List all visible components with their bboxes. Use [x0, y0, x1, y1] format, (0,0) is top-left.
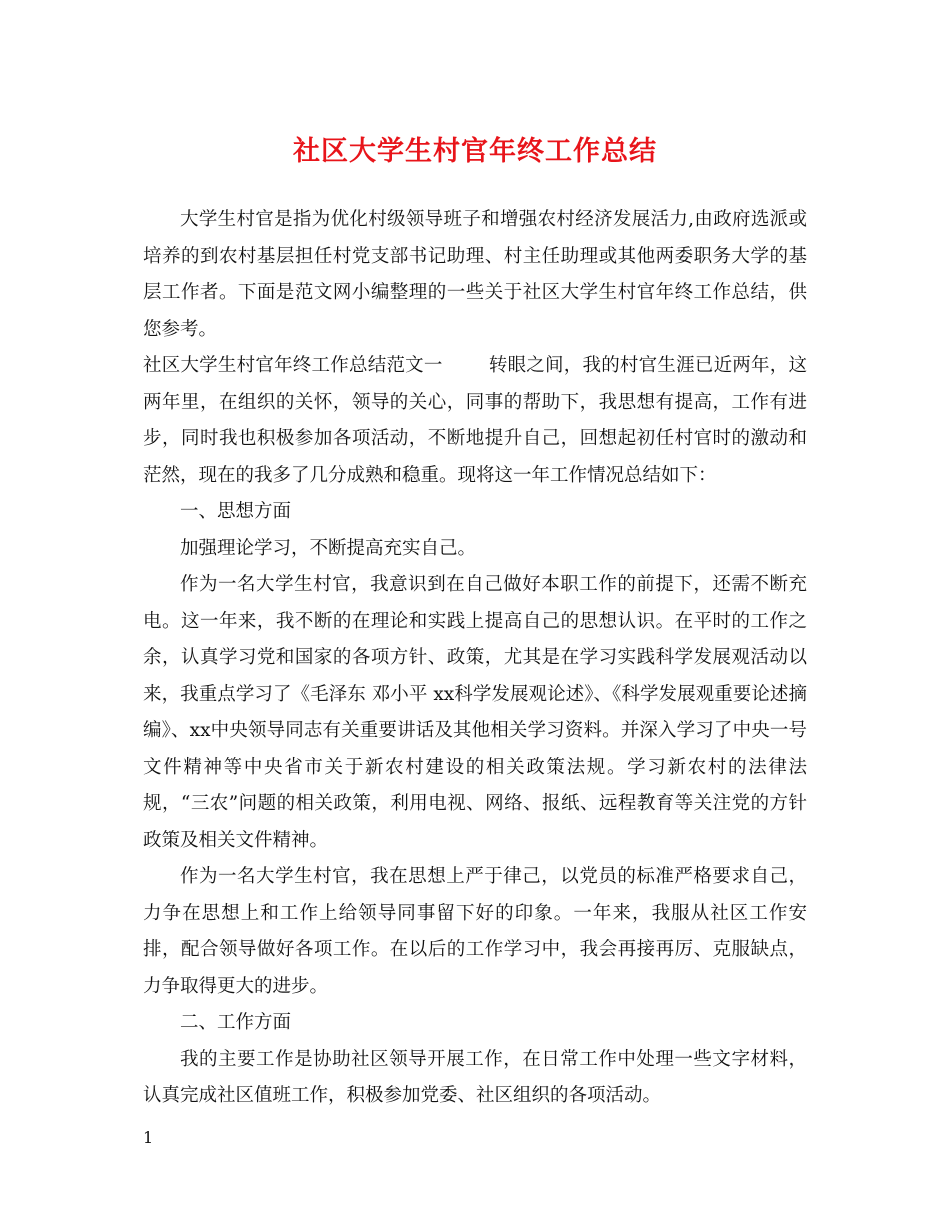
document-title: 社区大学生村官年终工作总结	[293, 136, 657, 167]
thought-summary: 加强理论学习，不断提高充实自己。	[180, 537, 477, 559]
heading-work: 二、工作方面	[180, 1012, 292, 1033]
section-heading: 社区大学生村官年终工作总结范文一	[143, 355, 443, 376]
thought-paragraph-2: 作为一名大学生村官，我在思想上严于律己，以党员的标准严格要求自己，力争在思想上和工作上给领导同事留下好的印象。一年来，我服从社区工作安排，配合领导做好各项工作。在以后的工作学习中，我会再接再厉、克服缺点，力争取得更大的进步。	[143, 866, 807, 997]
document-body	[143, 202, 807, 1115]
work-paragraph-1: 我的主要工作是协助社区领导开展工作，在日常工作中处理一些文字材料，认真完成社区值班工作，积极参加党委、社区组织的各项活动。	[143, 1048, 807, 1106]
thought-paragraph-1: 作为一名大学生村官，我意识到在自己做好本职工作的前提下，还需不断充电。这一年来，我不断的在理论和实践上提高自己的思想认识。在平时的工作之余，认真学习党和国家的各项方针、政策，尤其是在学习实践科学发展观活动以来，我重点学习了《毛泽东 邓小平 xx科学发展观论述》、《科学发展观重要论述摘编》、xx中央领导同志有关重要讲话及其他相关学习资料。并深入学习了中央一号文件精神等中央省市关于新农村建设的相关政策法规。学习新农村的法律法规，“三农”问题的相关政策，利用电视、网络、报纸、远程教育等关注党的方针政策及相关文件精神。	[143, 574, 807, 851]
page-number: 1	[143, 1128, 154, 1147]
heading-thought: 一、思想方面	[180, 501, 292, 522]
section-paragraph	[143, 348, 807, 494]
intro-paragraph: 大学生村官是指为优化村级领导班子和增强农村经济发展活力,由政府选派或培养的到农村基层担任村党支部书记助理、村主任助理或其他两委职务大学的基层工作者。下面是范文网小编整理的一些关于社区大学生村官年终工作总结，供您参考。	[143, 209, 807, 340]
section-intro-text: 转眼之间，我的村官生涯已近两年，这两年里，在组织的关怀，领导的关心，同事的帮助下，我思想有提高，工作有进步，同时我也积极参加各项活动，不断地提升自己，回想起初任村官时的激动和茫然，现在的我多了几分成熟和稳重。现将这一年工作情况总结如下：	[143, 355, 807, 486]
